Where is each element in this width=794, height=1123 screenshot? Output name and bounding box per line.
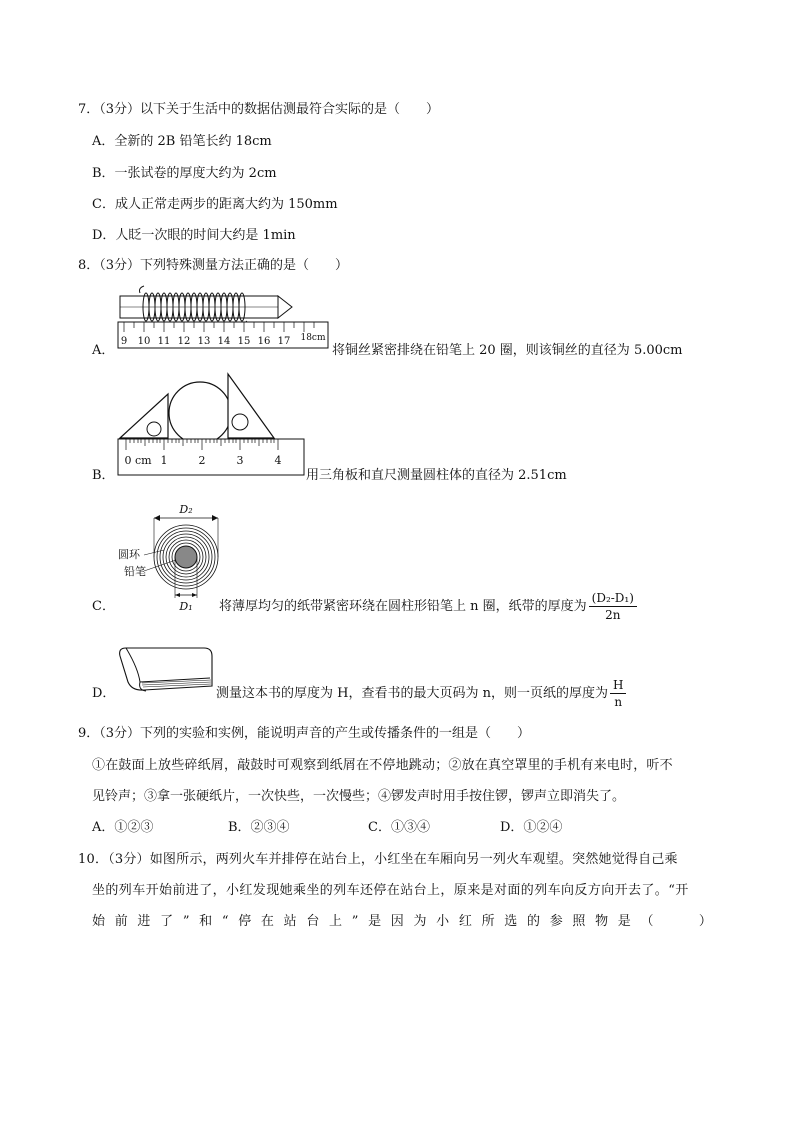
- q10-char: 是: [617, 914, 631, 929]
- q10-char: 进: [137, 914, 151, 929]
- ruler-a-tick: 17: [277, 336, 291, 347]
- q9-option-d: D．①②④: [500, 820, 563, 835]
- cylinder-triangle-ruler-figure: [116, 370, 308, 482]
- q10-char: 小: [436, 914, 450, 929]
- book-figure: [116, 642, 216, 698]
- q9-body-line-2: 见铃声；③拿一张硬纸片，一次快些，一次慢些；④锣发声时用手按住锣，锣声立即消失了。: [92, 789, 626, 804]
- q7-option-b: B．一张试卷的厚度大约为 2cm: [92, 166, 277, 181]
- q10-char: 上: [329, 914, 343, 929]
- q8-c-label: C．: [92, 599, 115, 614]
- q10-char: （: [640, 914, 654, 929]
- d2-label: D₂: [179, 503, 193, 516]
- q9-stem: 9．（3分）下列的实验和实例，能说明声音的产生或传播条件的一组是（ ）: [78, 726, 531, 741]
- ruler-b-tick: 2: [198, 454, 206, 467]
- q10-char: 前: [114, 914, 128, 929]
- ruler-b-tick: 4: [274, 454, 282, 467]
- q10-char: 参: [549, 914, 563, 929]
- q7-stem: 7．（3分）以下关于生活中的数据估测最符合实际的是（ ）: [78, 102, 440, 117]
- q8-c-text: 将薄厚均匀的纸带紧密环绕在圆柱形铅笔上 n 圈，纸带的厚度为: [219, 599, 587, 614]
- q10-char: 因: [390, 914, 404, 929]
- ruler-b-tick: 0 cm: [124, 454, 152, 467]
- q8-a-label: A．: [92, 343, 115, 358]
- fraction-denominator: n: [614, 695, 623, 709]
- ruler-a-tick: 15: [237, 336, 251, 347]
- q10-char: 选: [504, 914, 518, 929]
- ruler-a-tick: 14: [217, 336, 231, 347]
- q10-char: 所: [481, 914, 495, 929]
- q10-char: 站: [283, 914, 297, 929]
- ruler-a-tick: 12: [177, 336, 191, 347]
- coil-ruler-figure: [116, 284, 332, 356]
- pencil-label: 铅笔: [124, 565, 146, 578]
- q7-option-a: A．全新的 2B 铅笔长约 18cm: [92, 134, 272, 149]
- q8-c-formula: [219, 588, 637, 626]
- d1-label: D₁: [179, 600, 193, 613]
- q8-c-fraction: [589, 590, 637, 623]
- ring-label: 圆环: [118, 548, 140, 561]
- ruler-a-tick: 13: [197, 336, 211, 347]
- q7-option-c: C．成人正常走两步的距离大约为 150mm: [92, 197, 338, 212]
- q10-char: 停: [238, 914, 252, 929]
- q8-a-text: 将铜丝紧密排绕在铅笔上 20 圈，则该铜丝的直径为 5.00cm: [332, 343, 683, 358]
- q10-char: ”: [351, 914, 359, 929]
- q7-option-d: D．人眨一次眼的时间大约是 1min: [92, 228, 296, 243]
- q10-char: ”: [182, 914, 190, 929]
- q10-char: 了: [160, 914, 174, 929]
- q10-line-3: [92, 912, 712, 932]
- paper-roll-figure: [114, 500, 224, 616]
- q10-char: 和: [199, 914, 213, 929]
- q9-option-b: B．②③④: [228, 820, 290, 835]
- q8-b-text: 用三角板和直尺测量圆柱体的直径为 2.51cm: [306, 468, 567, 483]
- fraction-numerator: (D₂-D₁): [589, 590, 637, 607]
- ruler-a-tick: 10: [137, 336, 151, 347]
- fraction-numerator: H: [610, 677, 626, 694]
- ruler-a-tick: 11: [157, 336, 171, 347]
- q10-char: 台: [306, 914, 320, 929]
- q9-option-c: C．①③④: [368, 820, 430, 835]
- ruler-a-tick: 9: [120, 336, 128, 347]
- q10-char: 物: [595, 914, 609, 929]
- q10-char: 为: [413, 914, 427, 929]
- ruler-b-tick: 1: [160, 454, 168, 467]
- q10-char: 始: [92, 914, 106, 929]
- q8-d-formula: [216, 675, 626, 713]
- ruler-a-tick: 18cm: [300, 333, 326, 343]
- fraction-denominator: 2n: [605, 608, 621, 622]
- ruler-a-tick: 16: [257, 336, 271, 347]
- q10-char: [663, 912, 689, 932]
- q8-d-text: 测量这本书的厚度为 H，查看书的最大页码为 n，则一页纸的厚度为: [216, 686, 608, 701]
- q10-char: 红: [458, 914, 472, 929]
- q10-char: 在: [260, 914, 274, 929]
- q9-option-a: A．①②③: [92, 820, 154, 835]
- q9-body-line-1: ①在鼓面上放些碎纸屑，敲鼓时可观察到纸屑在不停地跳动；②放在真空罩里的手机有来电时，听不: [92, 758, 673, 773]
- q8-d-label: D．: [92, 686, 116, 701]
- q10-char: 照: [572, 914, 586, 929]
- ruler-b-tick: 3: [236, 454, 244, 467]
- q10-line-1: 10．（3分）如图所示，两列火车并排停在站台上，小红坐在车厢向另一列火车观望。突然她觉得自己乘: [78, 852, 678, 867]
- q8-d-fraction: [610, 677, 626, 710]
- q10-char: ）: [698, 914, 712, 929]
- q10-char: 是: [368, 914, 382, 929]
- q8-stem: 8．（3分）下列特殊测量方法正确的是（ ）: [78, 258, 349, 273]
- q10-char: “: [221, 914, 229, 929]
- q10-line-2: 坐的列车开始前进了，小红发现她乘坐的列车还停在站台上，原来是对面的列车向反方向开去了。“开: [92, 883, 689, 898]
- q8-b-label: B．: [92, 468, 115, 483]
- q10-char: 的: [526, 914, 540, 929]
